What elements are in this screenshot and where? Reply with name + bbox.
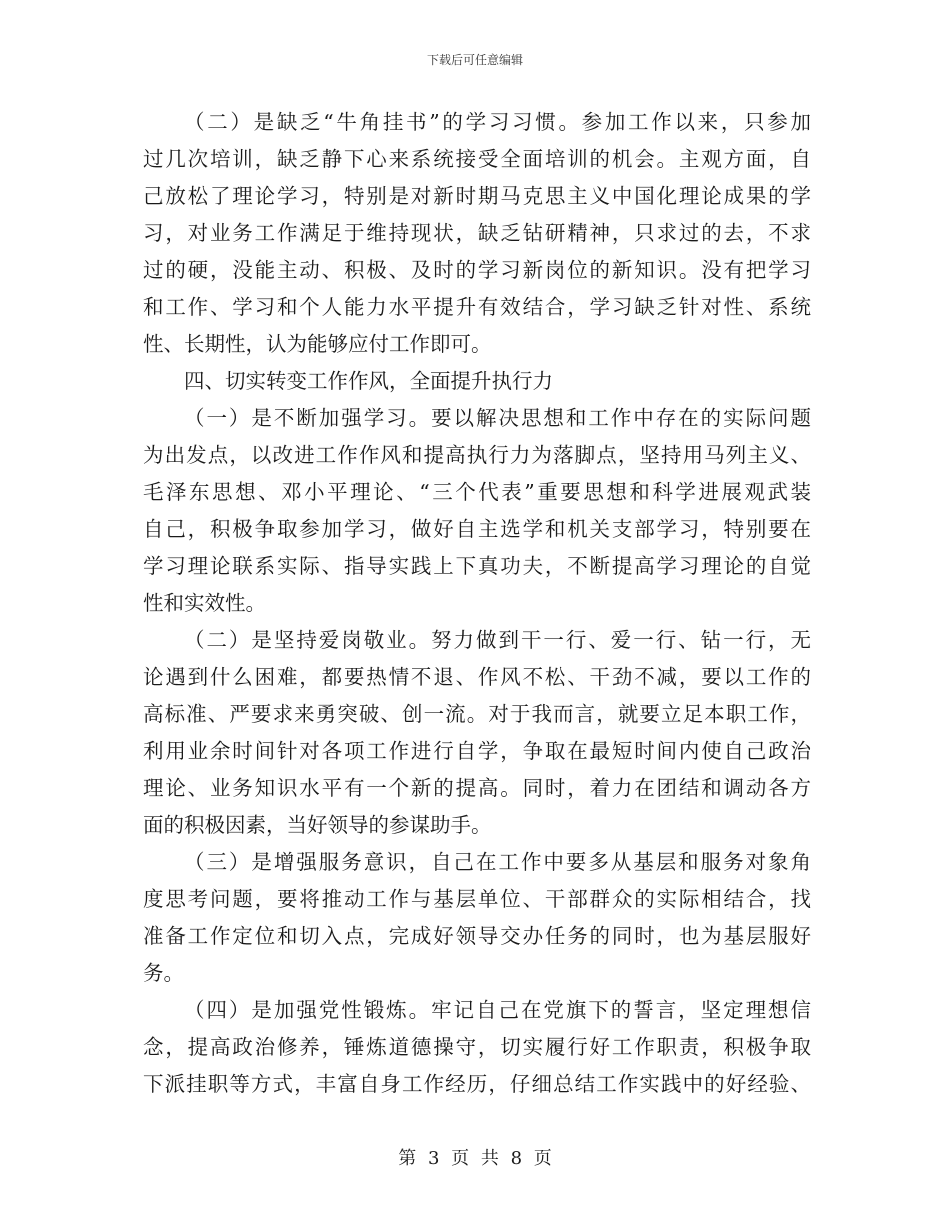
text-line: 准备工作定位和切入点，完成好领导交办任务的同时，也为基层服好: [143, 924, 811, 948]
text-line: 性、长期性，认为能够应付工作即可。: [143, 332, 492, 356]
text-line: 度思考问题，要将推动工作与基层单位、干部群众的实际相结合，找: [143, 887, 811, 911]
text-line: 下派挂职等方式，丰富自身工作经历，仔细总结工作实践中的好经验、: [143, 1072, 811, 1096]
text-line: （三）是增强服务意识，自己在工作中要多从基层和服务对象角: [184, 850, 811, 874]
text-line: （四）是加强党性锻炼。牢记自己在党旗下的誓言，坚定理想信: [184, 998, 811, 1022]
text-line: 过的硬，没能主动、积极、及时的学习新岗位的新知识。没有把学习: [143, 258, 811, 282]
paragraph: [143, 992, 811, 1103]
text-line: 念，提高政治修养，锤炼道德操守，切实履行好工作职责，积极争取: [143, 1035, 811, 1059]
text-line: 己放松了理论学习，特别是对新时期马克思主义中国化理论成果的学: [143, 184, 811, 208]
text-line: 理论、业务知识水平有一个新的提高。同时，着力在团结和调动各方: [143, 776, 811, 800]
text-line: 高标准、严要求来勇突破、创一流。对于我而言，就要立足本职工作，: [143, 702, 811, 726]
text-line: （一）是不断加强学习。要以解决思想和工作中存在的实际问题: [184, 406, 811, 430]
section-heading: [143, 363, 811, 400]
text-line: 面的积极因素，当好领导的参谋助手。: [143, 813, 492, 837]
paragraph: [143, 400, 811, 622]
text-line: 习，对业务工作满足于维持现状，缺乏钻研精神，只求过的去，不求: [143, 221, 811, 245]
text-line: 过几次培训，缺乏静下心来系统接受全面培训的机会。主观方面，自: [143, 147, 811, 171]
text-line: （二）是坚持爱岗敬业。努力做到干一行、爱一行、钻一行，无: [184, 628, 811, 652]
page-number-footer: 第 3 页 共 8 页: [398, 1148, 552, 1169]
document-body: [143, 104, 811, 1103]
paragraph: [143, 622, 811, 844]
text-line: 论遇到什么困难，都要热情不退、作风不松、干劲不减，要以工作的: [143, 665, 811, 689]
text-line: 务。: [143, 961, 184, 985]
text-line: 为出发点，以改进工作作风和提高执行力为落脚点，坚持用马列主义、: [143, 443, 811, 467]
text-line: 自己，积极争取参加学习，做好自主选学和机关支部学习，特别要在: [143, 517, 811, 541]
paragraph: [143, 844, 811, 992]
text-line: 利用业余时间针对各项工作进行自学，争取在最短时间内使自己政治: [143, 739, 811, 763]
text-line: 毛泽东思想、邓小平理论、“三个代表”重要思想和科学进展观武装: [143, 480, 811, 504]
page-header: 下载后可任意编辑: [426, 53, 523, 67]
text-line: 和工作、学习和个人能力水平提升有效结合，学习缺乏针对性、系统: [143, 295, 811, 319]
text-line: （二）是缺乏“牛角挂书”的学习习惯。参加工作以来，只参加: [184, 110, 811, 134]
section-heading-text: 四、切实转变工作作风，全面提升执行力: [184, 369, 553, 393]
text-line: 学习理论联系实际、指导实践上下真功夫，不断提高学习理论的自觉: [143, 554, 811, 578]
paragraph: [143, 104, 811, 363]
text-line: 性和实效性。: [143, 591, 266, 615]
